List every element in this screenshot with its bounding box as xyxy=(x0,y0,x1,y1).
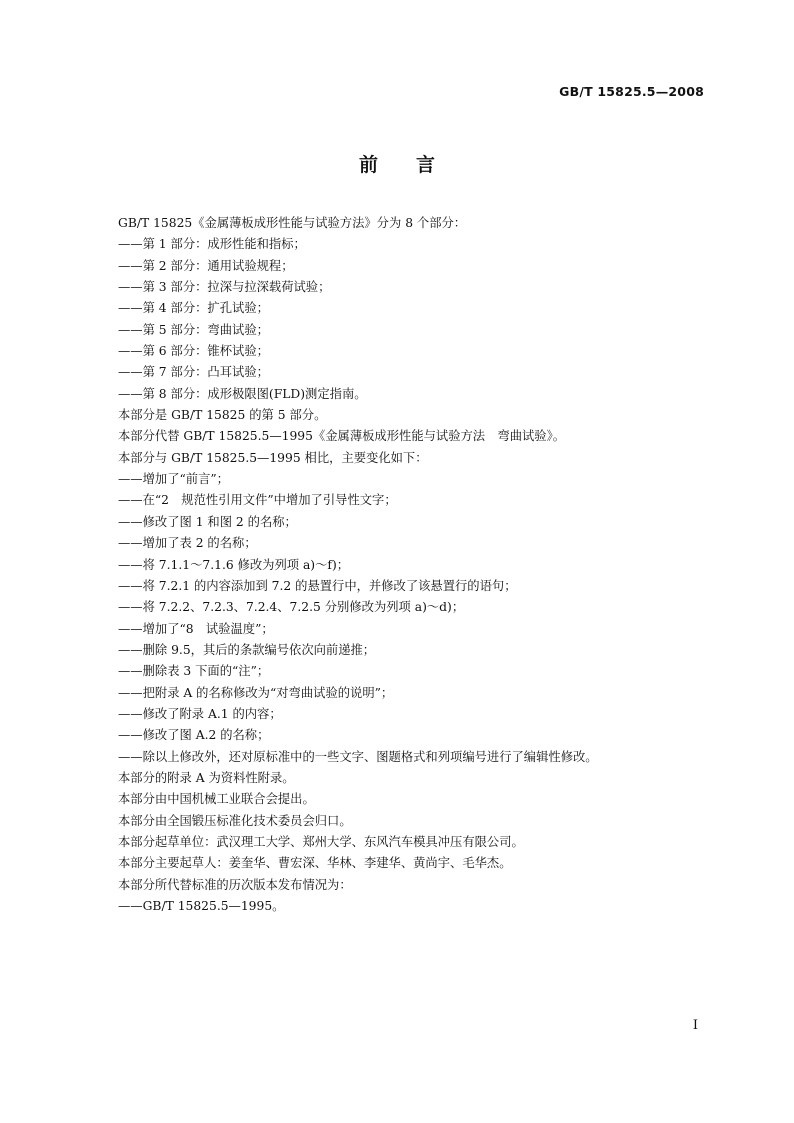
text-line: 本部分是 GB/T 15825 的第 5 部分。 xyxy=(118,408,327,423)
standard-code: GB/T 15825.5—2008 xyxy=(559,84,704,99)
text-line: 本部分由全国锻压标准化技术委员会归口。 xyxy=(118,813,352,828)
text-line: GB/T 15825《金属薄板成形性能与试验方法》分为 8 个部分： xyxy=(118,216,467,230)
text-line: ——第 7 部分：凸耳试验； xyxy=(118,365,269,380)
text-line: ——将 7.2.1 的内容添加到 7.2 的悬置行中，并修改了该悬置行的语句； xyxy=(118,578,517,593)
page-title: 前言 xyxy=(358,154,473,176)
text-line: ——第 6 部分：锥杯试验； xyxy=(118,344,269,359)
text-line: ——将 7.2.2、7.2.3、7.2.4、7.2.5 分别修改为列项 a)～d)； xyxy=(118,600,465,615)
text-line: ——将 7.1.1～7.1.6 修改为列项 a)～f)； xyxy=(118,557,350,572)
page-number: I xyxy=(692,1018,698,1033)
text-line: ——增加了“8 试验温度”； xyxy=(118,621,274,636)
text-line: ——在“2 规范性引用文件”中增加了引导性文字； xyxy=(118,493,397,508)
text-line: ——修改了附录 A.1 的内容； xyxy=(118,706,282,721)
text-line: ——删除 9.5，其后的条款编号依次向前递推； xyxy=(118,642,376,657)
text-line: 本部分代替 GB/T 15825.5—1995《金属薄板成形性能与试验方法 弯曲试验》。 xyxy=(118,429,566,444)
text-line: ——修改了图 1 和图 2 的名称； xyxy=(118,514,297,529)
text-line: 本部分由中国机械工业联合会提出。 xyxy=(118,792,315,807)
text-line: 本部分主要起草人：姜奎华、曹宏深、华林、李建华、黄尚宇、毛华杰。 xyxy=(118,856,512,871)
text-line: ——GB/T 15825.5—1995。 xyxy=(118,899,285,913)
text-line: ——修改了图 A.2 的名称； xyxy=(118,728,270,743)
text-line: ——第 2 部分：通用试验规程； xyxy=(118,258,294,273)
text-line: 本部分所代替标准的历次版本发布情况为： xyxy=(118,877,352,892)
text-line: ——第 3 部分：拉深与拉深载荷试验； xyxy=(118,280,331,295)
text-line: ——第 1 部分：成形性能和指标； xyxy=(118,237,306,252)
text-line: ——除以上修改外，还对原标准中的一些文字、图题格式和列项编号进行了编辑性修改。 xyxy=(118,749,598,764)
text-line: ——第 4 部分：扩孔试验； xyxy=(118,301,269,316)
text-line: 本部分的附录 A 为资料性附录。 xyxy=(118,770,295,785)
text-line: ——第 8 部分：成形极限图(FLD)测定指南。 xyxy=(118,386,367,401)
text-line: ——增加了“前言”； xyxy=(118,472,229,487)
text-line: ——第 5 部分：弯曲试验； xyxy=(118,322,269,337)
foreword-body xyxy=(118,213,718,917)
text-line: 本部分起草单位：武汉理工大学、郑州大学、东风汽车模具冲压有限公司。 xyxy=(118,834,524,849)
text-line: 本部分与 GB/T 15825.5—1995 相比，主要变化如下： xyxy=(118,450,428,465)
text-line: ——把附录 A 的名称修改为“对弯曲试验的说明”； xyxy=(118,685,394,700)
text-line: ——删除表 3 下面的“注”； xyxy=(118,664,270,679)
text-line: ——增加了表 2 的名称； xyxy=(118,536,257,551)
